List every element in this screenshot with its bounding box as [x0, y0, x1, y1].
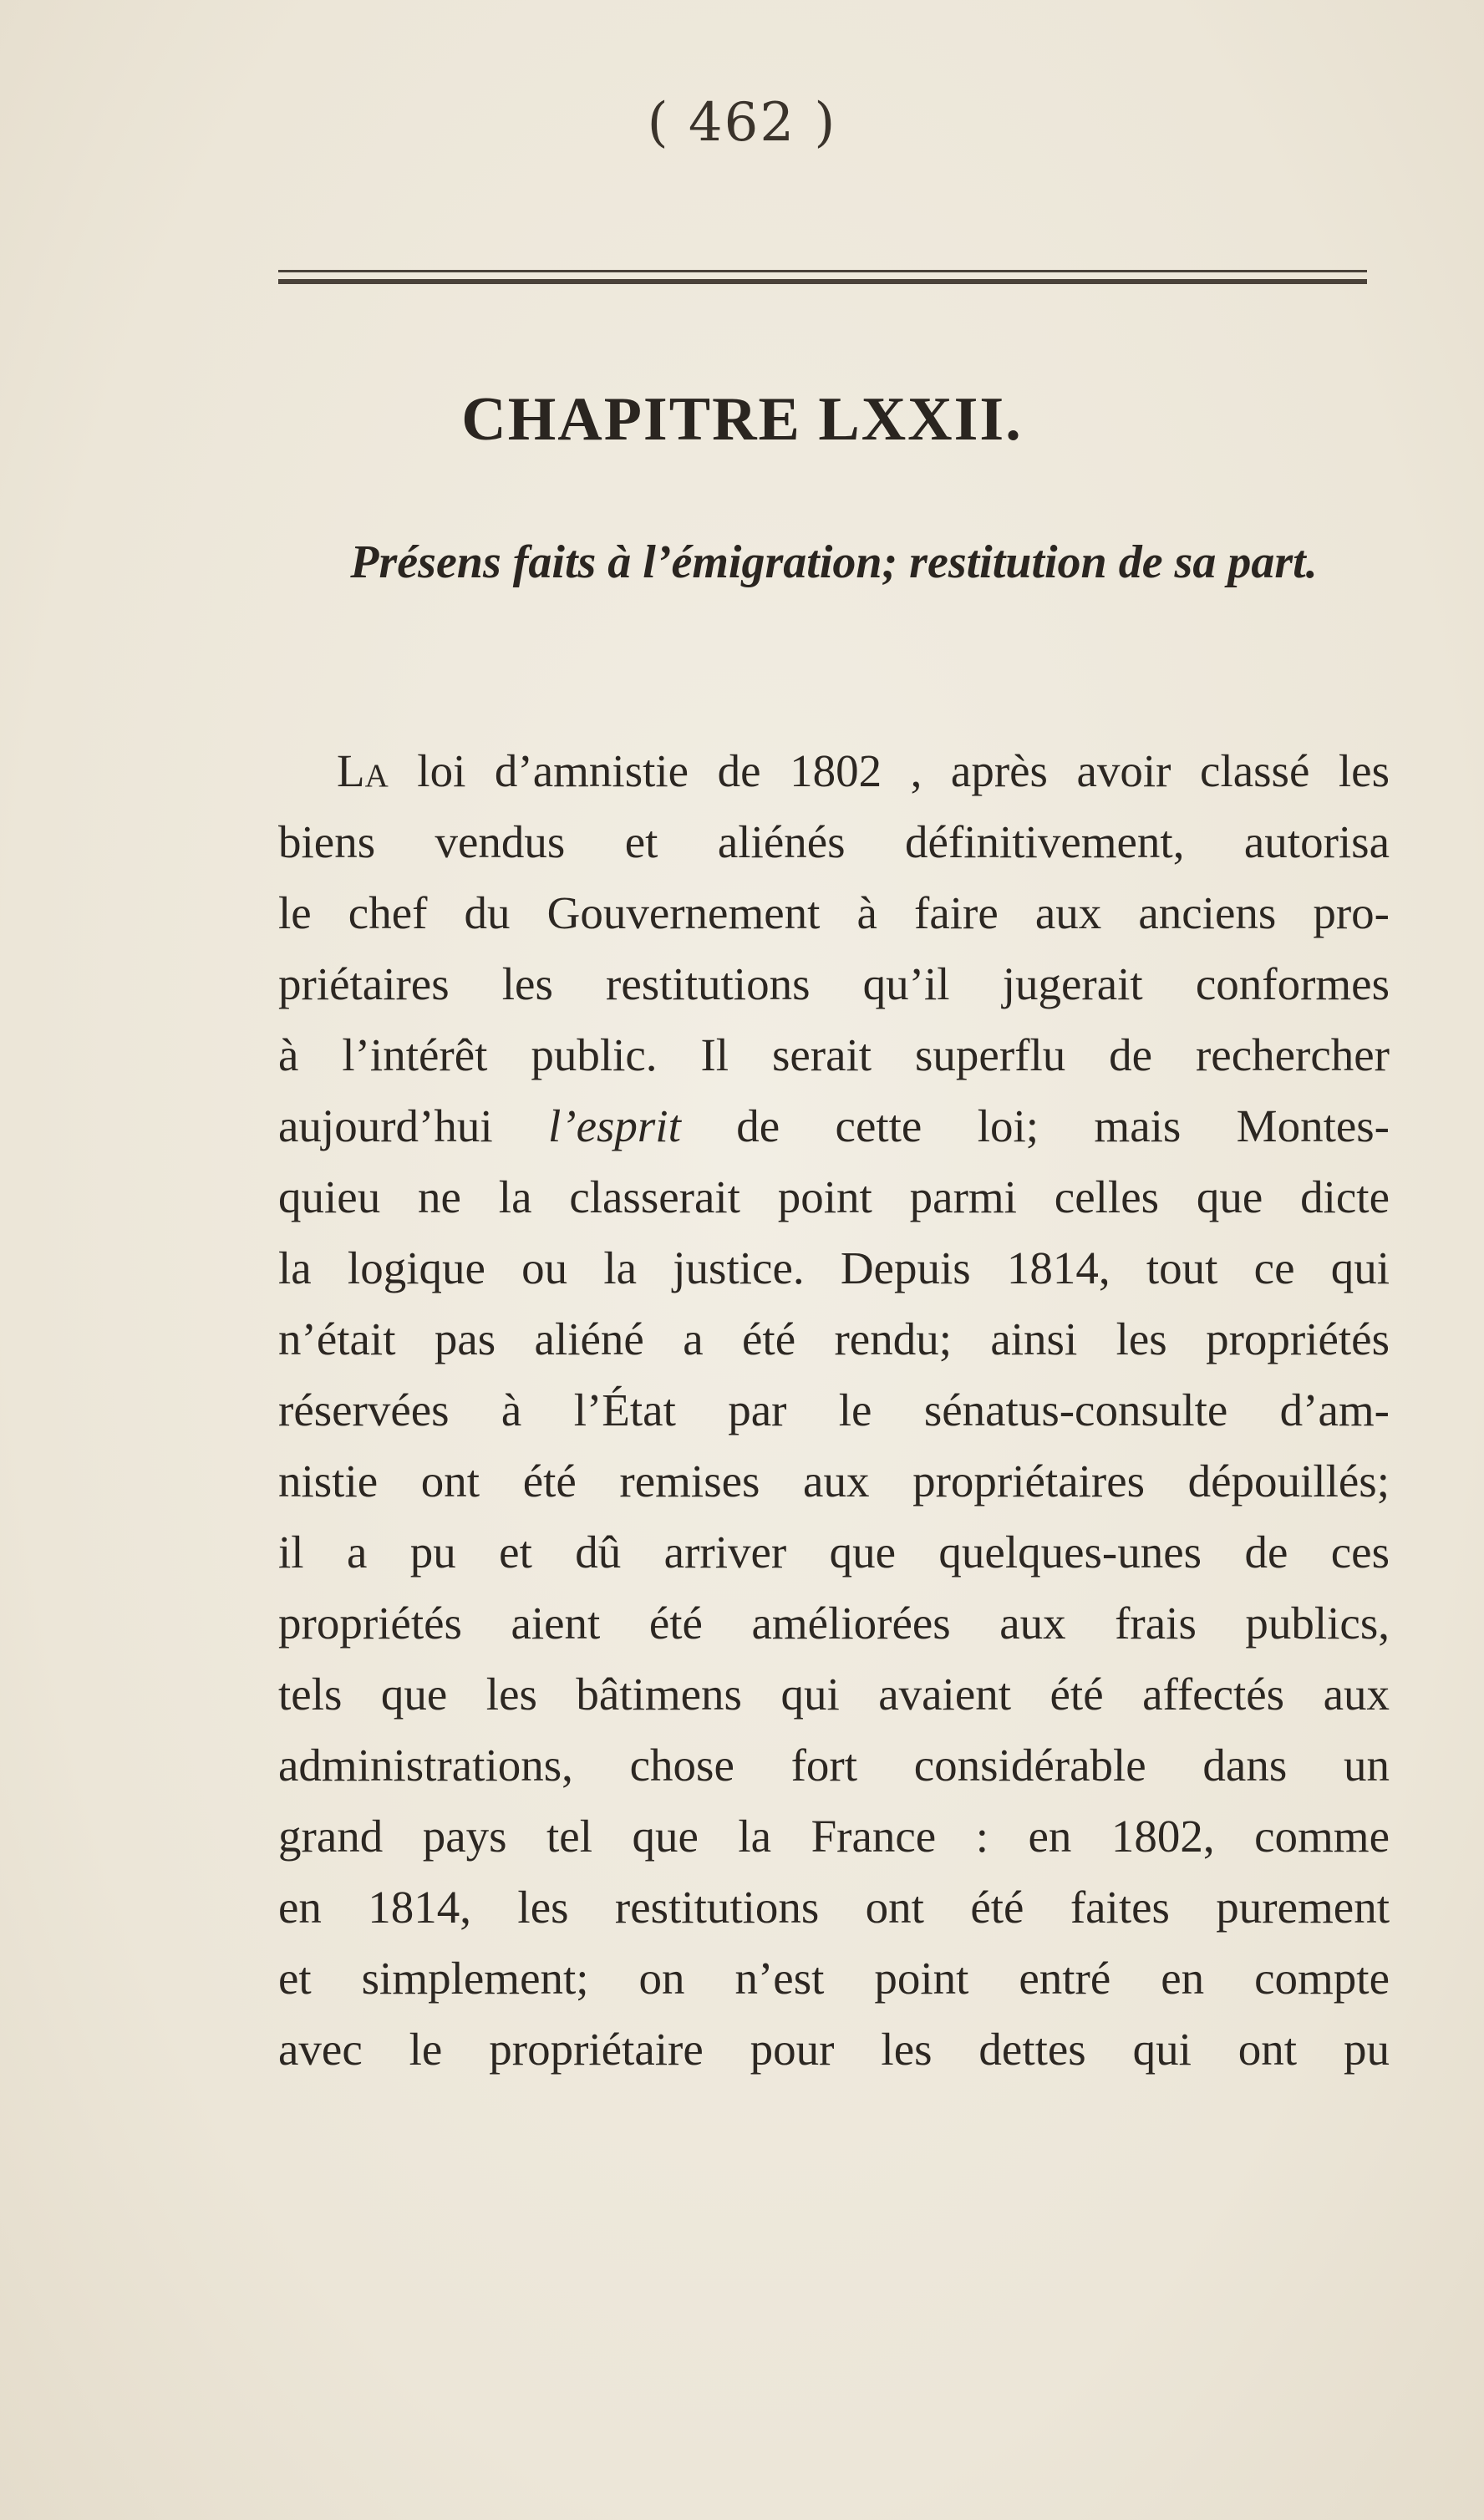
text-line: n’était pas aliéné a été rendu; ainsi les propriétés [278, 1313, 1390, 1364]
text-line: avec le propriétaire pour les dettes qui ont pu [278, 2024, 1390, 2075]
text-line: le chef du Gouvernement à faire aux anciens pro- [278, 887, 1390, 938]
text-line: il a pu et dû arriver que quelques-unes de ces [278, 1527, 1390, 1578]
text-line: priétaires les restitutions qu’il jugerait conformes [278, 958, 1390, 1009]
chapter-title: CHAPITRE LXXII. [461, 385, 1023, 454]
chapter-subtitle: Présens faits à l’émigration; restitution de sa part. [350, 536, 1318, 588]
page-number: ( 462 ) [647, 92, 837, 154]
body-text [278, 735, 1390, 2085]
text-line [278, 1090, 1390, 1161]
text-line: tels que les bâtimens qui avaient été affectés aux [278, 1669, 1390, 1720]
header-rule-thin [278, 270, 1367, 272]
opening-word: La [337, 745, 389, 796]
italic-phrase: l’esprit [547, 1100, 681, 1151]
text-line: réservées à l’État par le sénatus-consulte d’am- [278, 1384, 1390, 1435]
text-line: et simplement; on n’est point entré en compte [278, 1953, 1390, 2004]
text-line [278, 735, 1390, 806]
text-line: grand pays tel que la France : en 1802, comme [278, 1811, 1390, 1862]
text-line: en 1814, les restitutions ont été faites purement [278, 1882, 1390, 1933]
text-line: quieu ne la classerait point parmi celles que dicte [278, 1171, 1390, 1222]
header-rule-thick [278, 279, 1367, 284]
text-line-content: aujourd’hui [278, 1100, 548, 1151]
text-line: la logique ou la justice. Depuis 1814, tout ce qui [278, 1242, 1390, 1293]
text-line-content: de cette loi; mais Montes- [680, 1100, 1390, 1151]
text-line: à l’intérêt public. Il serait superflu de rechercher [278, 1029, 1390, 1080]
text-line: propriétés aient été améliorées aux frais publics, [278, 1598, 1390, 1649]
text-line: nistie ont été remises aux propriétaires dépouillés; [278, 1456, 1390, 1506]
text-line: administrations, chose fort considérable dans un [278, 1740, 1390, 1791]
text-line-content: loi d’amnistie de 1802 , après avoir classé les [388, 745, 1390, 796]
text-line: biens vendus et aliénés définitivement, autorisa [278, 816, 1390, 867]
